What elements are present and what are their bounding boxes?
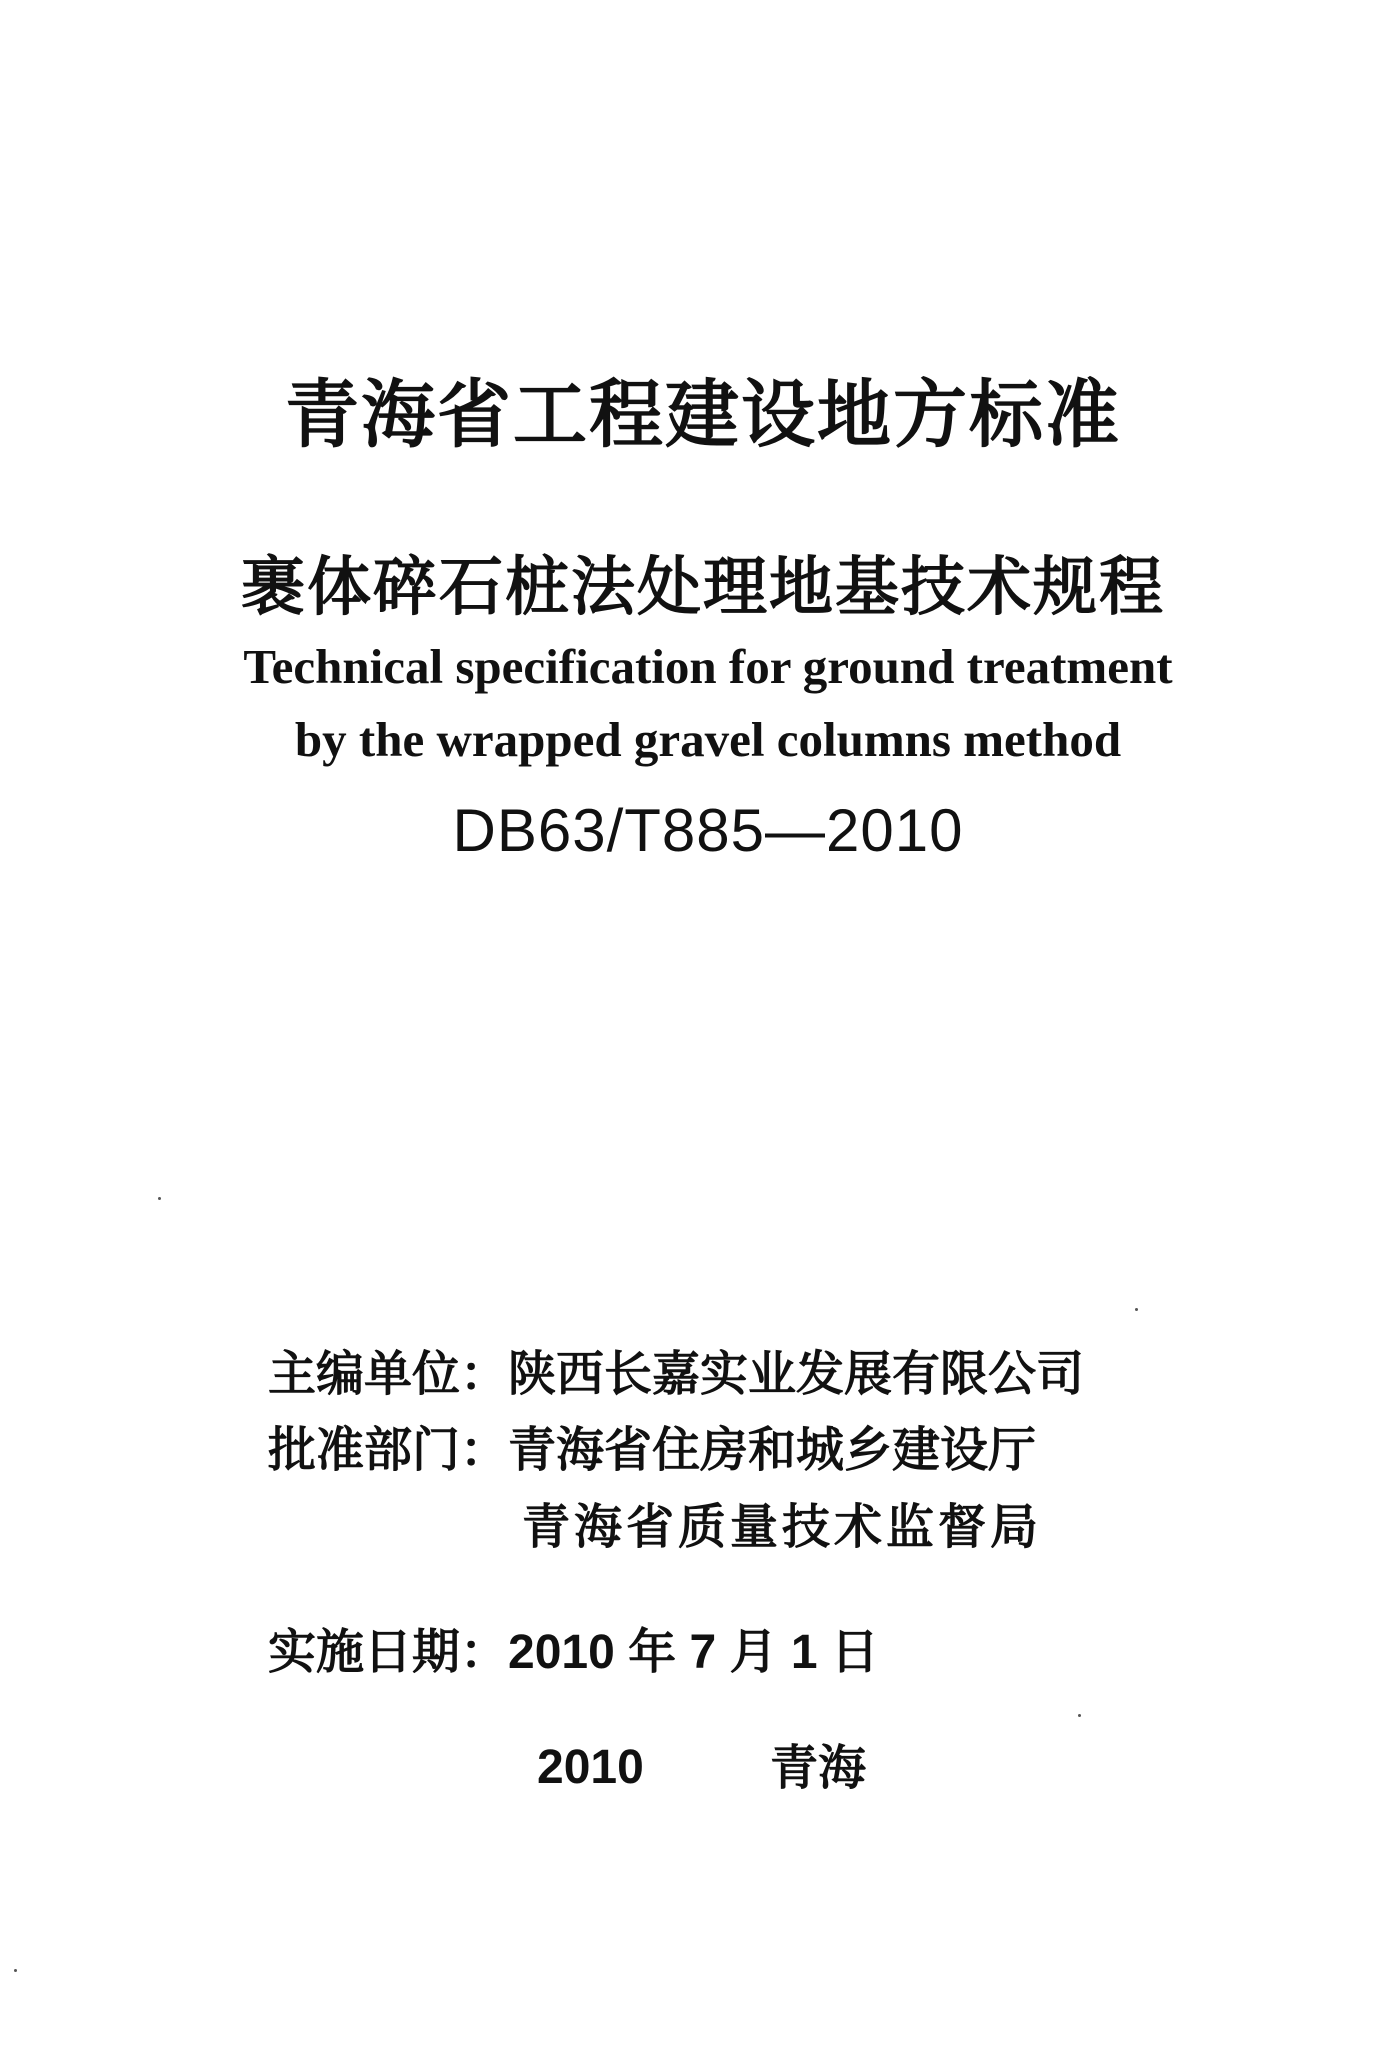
standard-code: DB63/T885—2010 bbox=[452, 797, 964, 864]
effective-date-value: 2010 年 7 月 1 日 bbox=[508, 1626, 879, 1679]
scan-speck bbox=[1135, 1308, 1138, 1311]
publication-place: 青海 bbox=[770, 1740, 867, 1796]
series-title: 青海省工程建设地方标准 bbox=[285, 372, 1121, 458]
approver-row bbox=[268, 1422, 1037, 1478]
scan-speck bbox=[158, 1197, 161, 1200]
effective-date-row bbox=[268, 1624, 879, 1680]
document-title-english-line-2: by the wrapped gravel columns method bbox=[294, 712, 1122, 767]
effective-date-label: 实施日期： bbox=[268, 1624, 509, 1680]
approver-value-2: 青海省质量技术监督局 bbox=[522, 1499, 1043, 1555]
scan-speck bbox=[1078, 1714, 1081, 1717]
document-title-english-line-1: Technical specification for ground treatment bbox=[243, 639, 1173, 694]
editor-value: 陕西长嘉实业发展有限公司 bbox=[508, 1346, 1085, 1402]
document-title-chinese: 裹体碎石桩法处理地基技术规程 bbox=[241, 551, 1165, 625]
editor-row bbox=[268, 1346, 1085, 1402]
approver-value-1: 青海省住房和城乡建设厅 bbox=[508, 1422, 1037, 1478]
editor-label: 主编单位： bbox=[268, 1346, 509, 1402]
approver-label: 批准部门： bbox=[268, 1422, 509, 1478]
scan-speck bbox=[14, 1969, 17, 1972]
publication-year: 2010 bbox=[537, 1741, 644, 1794]
